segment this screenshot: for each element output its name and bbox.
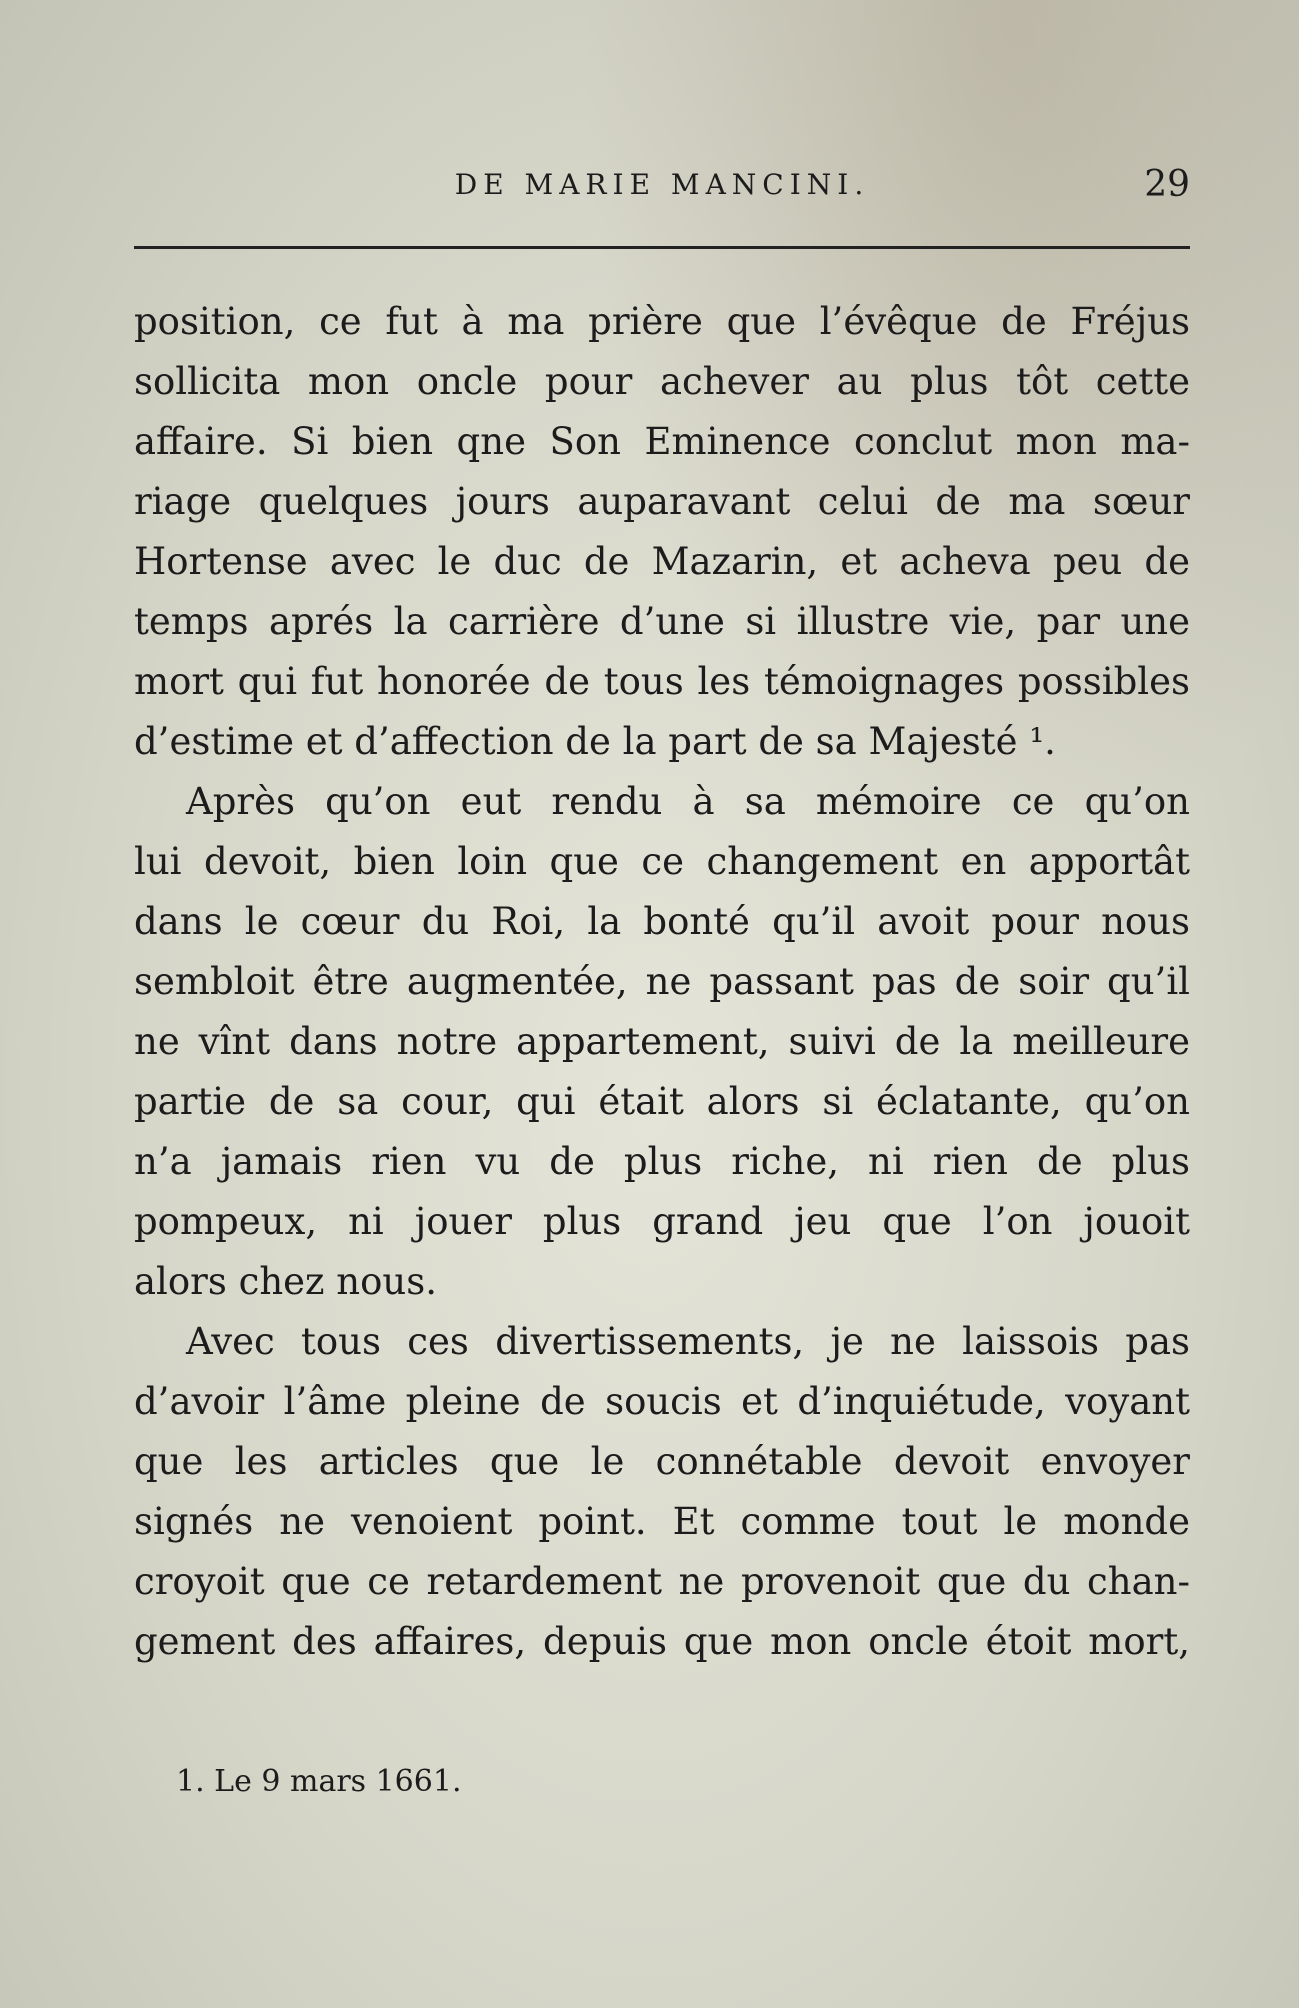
running-title: DE MARIE MANCINI. [454,168,870,201]
footnote: 1. Le 9 mars 1661. [176,1764,462,1799]
text-line: affaire. Si bien qne Son Eminence conclut mon ma- [134,420,1190,463]
running-head [134,164,1190,218]
text-line: dans le cœur du Roi, la bonté qu’il avoit pour nous [134,900,1190,943]
text-line: n’a jamais rien vu de plus riche, ni rien de plus [134,1140,1190,1183]
text-line: sembloit être augmentée, ne passant pas de soir qu’il [134,960,1190,1003]
text-line: lui devoit, bien loin que ce changement en apportât [134,840,1190,883]
text-line: partie de sa cour, qui était alors si éclatante, qu’on [134,1080,1190,1123]
text-line: Après qu’on eut rendu à sa mémoire ce qu’on [186,780,1190,823]
text-line: alors chez nous. [134,1260,437,1303]
text-line: mort qui fut honorée de tous les témoignages possibles [134,660,1190,703]
body-text [134,292,1190,1672]
header-rule [134,246,1190,249]
text-line: Hortense avec le duc de Mazarin, et acheva peu de [134,540,1190,583]
text-line: croyoit que ce retardement ne provenoit que du chan- [134,1560,1190,1603]
text-line: Avec tous ces divertissements, je ne laissois pas [186,1320,1190,1363]
text-line: temps aprés la carrière d’une si illustre vie, par une [134,600,1190,643]
text-line: d’avoir l’âme pleine de soucis et d’inquiétude, voyant [134,1380,1190,1423]
text-line: position, ce fut à ma prière que l’évêque de Fréjus [134,300,1190,343]
text-line: d’estime et d’affection de la part de sa Majesté ¹. [134,720,1056,763]
text-line: sollicita mon oncle pour achever au plus tôt cette [134,360,1190,403]
text-line: signés ne venoient point. Et comme tout le monde [134,1500,1190,1543]
text-line: pompeux, ni jouer plus grand jeu que l’on jouoit [134,1200,1190,1243]
text-line: que les articles que le connétable devoit envoyer [134,1440,1190,1483]
text-line: gement des affaires, depuis que mon oncle étoit mort, [134,1620,1190,1663]
text-line: ne vînt dans notre appartement, suivi de la meilleure [134,1020,1190,1063]
page-number: 29 [1144,164,1190,205]
text-line: riage quelques jours auparavant celui de ma sœur [134,480,1190,523]
